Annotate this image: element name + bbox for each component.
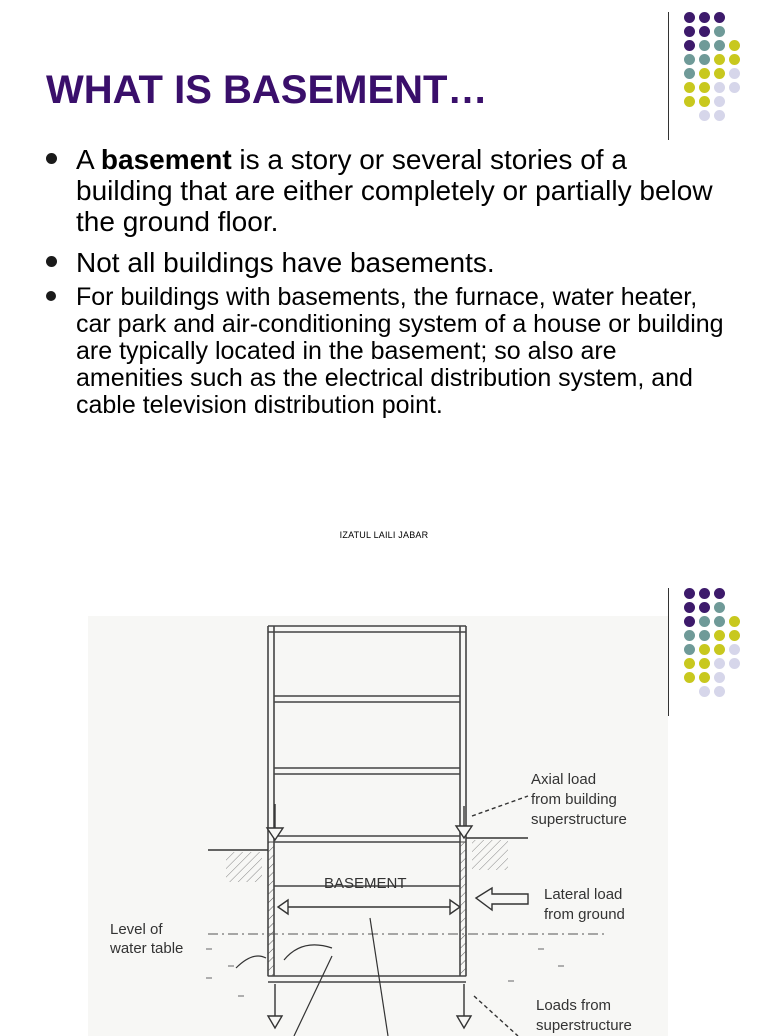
emphasis-term: basement xyxy=(100,144,232,175)
axial-load-label-2: from building xyxy=(531,791,617,808)
basement-wall-left xyxy=(268,842,274,976)
basement-wall-right xyxy=(460,842,466,976)
decorative-divider xyxy=(668,588,669,716)
soil-hatch xyxy=(226,852,262,882)
bullet-icon xyxy=(46,256,57,267)
bullet-icon xyxy=(46,153,57,164)
bullet-list xyxy=(44,144,724,419)
slide-2 xyxy=(0,576,768,1034)
decorative-divider xyxy=(668,12,669,140)
pressure-curves xyxy=(236,918,388,1036)
loads-label-1: Loads from xyxy=(536,997,612,1014)
loads-label-2: superstructure xyxy=(536,1017,632,1034)
slide-footer-author: IZATUL LAILI JABAR xyxy=(339,530,429,540)
bullet-item: Not all buildings have basements. xyxy=(44,247,724,278)
lateral-load-arrow xyxy=(476,888,528,910)
axial-load-label-1: Axial load xyxy=(531,771,597,788)
decorative-dot-grid xyxy=(684,12,768,122)
basement-diagram-svg xyxy=(88,616,668,1036)
basement-diagram xyxy=(88,616,668,1036)
water-table-label-2: water table xyxy=(110,940,184,957)
basement-label: BASEMENT xyxy=(324,875,407,892)
bullet-item: A basement is a story or several stories of a building that are either completely or partially below the ground floor. xyxy=(44,144,724,237)
building-frame xyxy=(268,626,466,982)
water-table-label-1: Level of xyxy=(110,921,163,938)
lateral-load-label-2: from ground xyxy=(544,906,625,923)
bullet-icon xyxy=(46,291,56,301)
span-arrow xyxy=(278,900,460,914)
lateral-load-label-1: Lateral load xyxy=(544,886,623,903)
slide-title: WHAT IS BASEMENT… xyxy=(46,68,488,112)
axial-load-arrows xyxy=(267,796,528,840)
soil-hatch xyxy=(472,840,508,870)
bottom-load-arrows xyxy=(268,984,518,1036)
axial-load-label-3: superstructure xyxy=(531,811,627,828)
bullet-item: For buildings with basements, the furnace, water heater, car park and air-conditioning system of a house or building are typically located in the basement; so also are amenities such as the electrical distribution system, and cable television distribution point. xyxy=(44,284,724,419)
decorative-dot-grid xyxy=(684,588,768,698)
